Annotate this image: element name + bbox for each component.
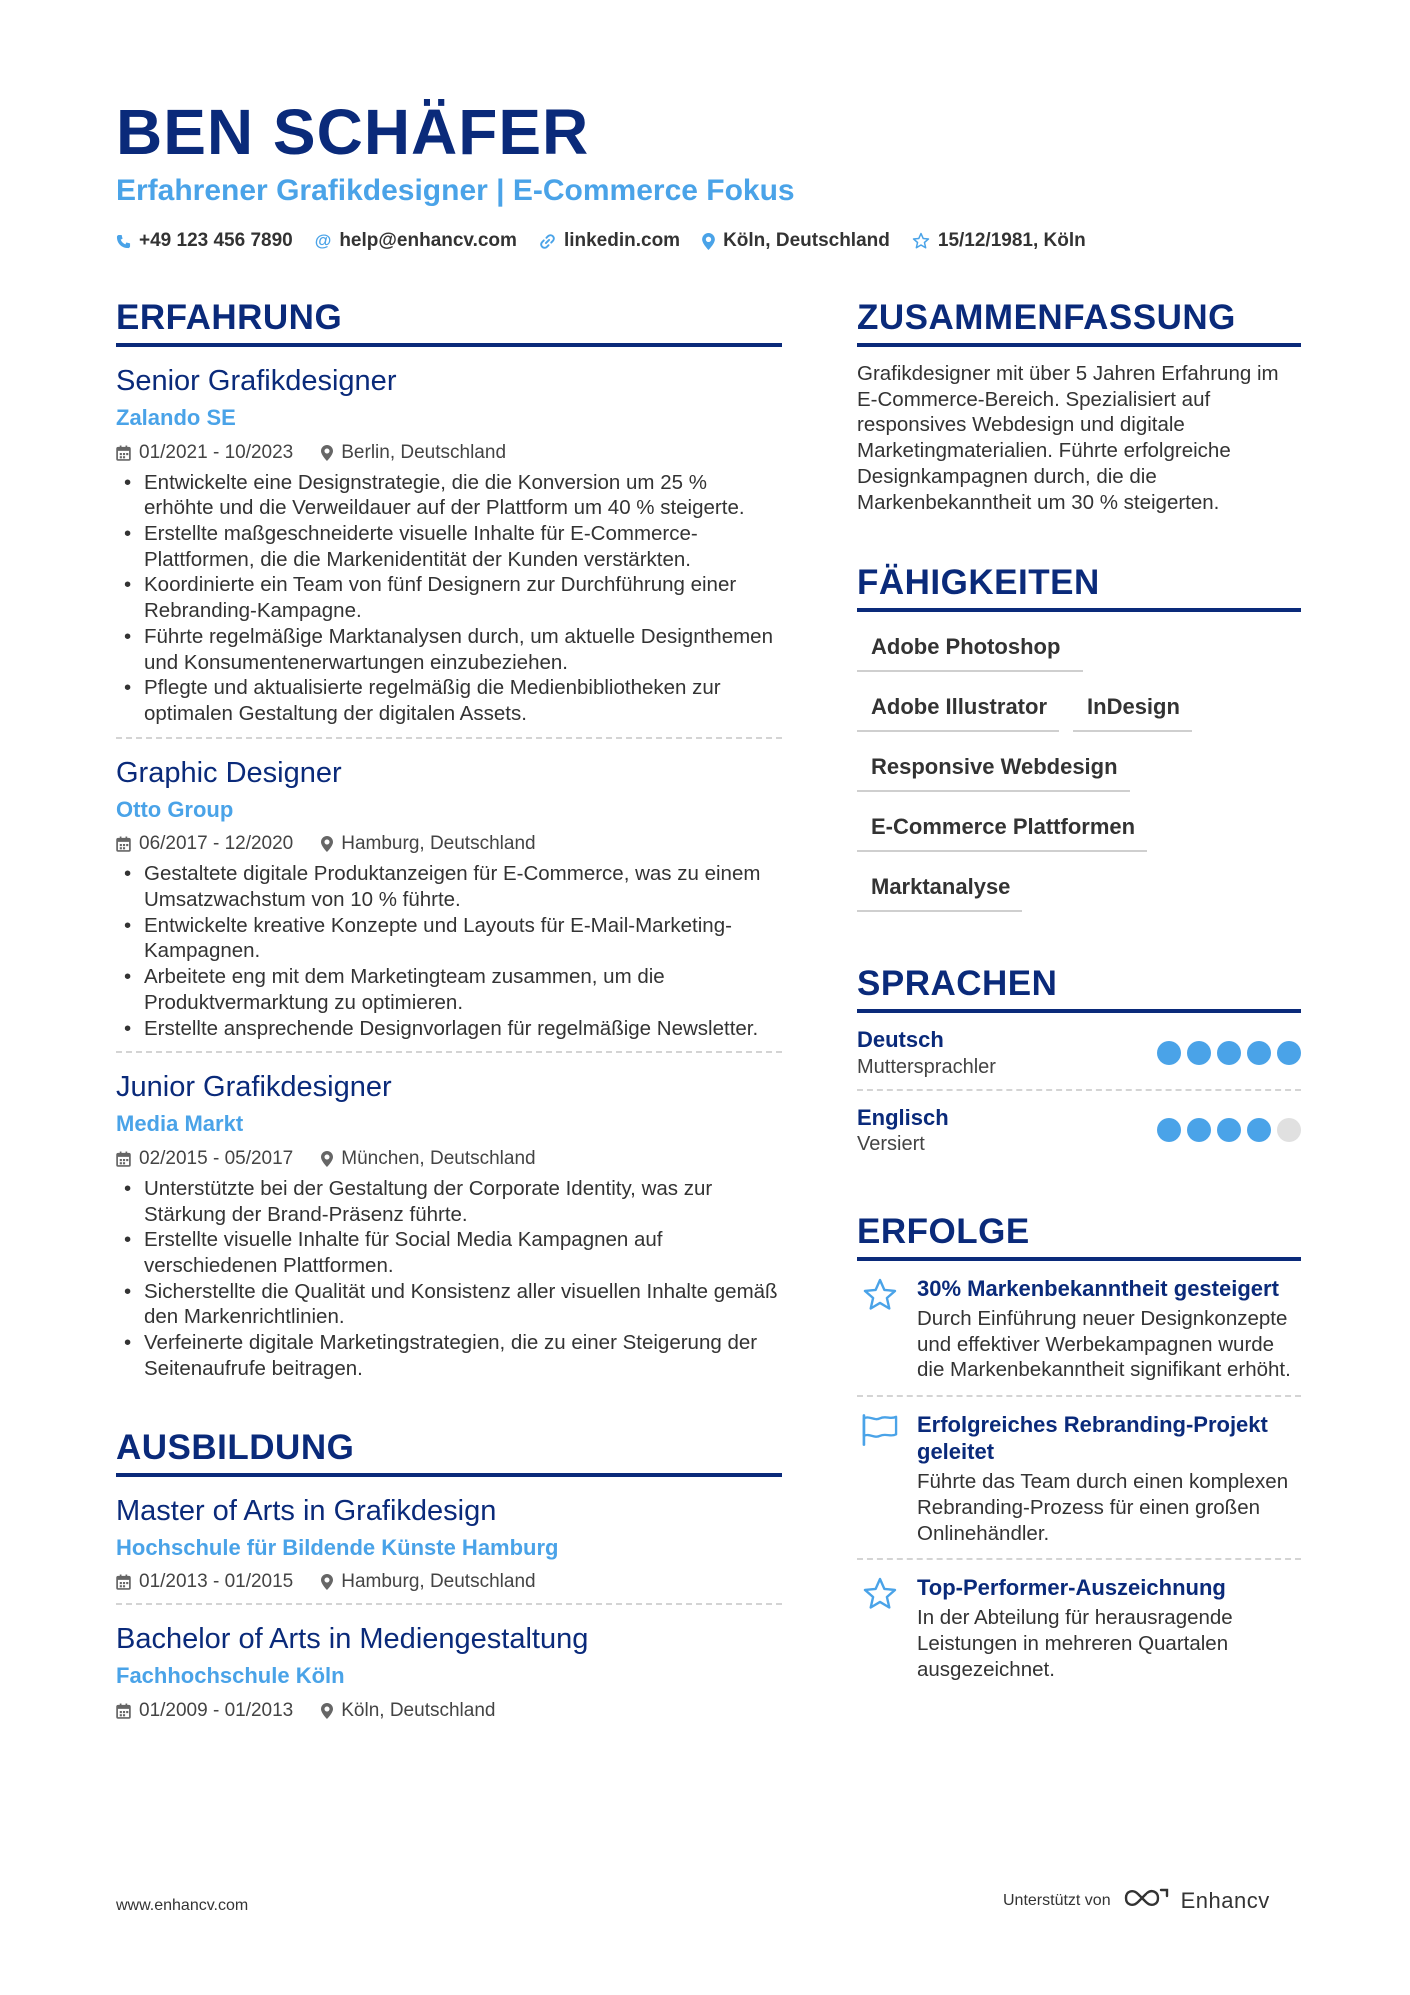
edu-dates-text: 01/2009 - 01/2013 (139, 1699, 294, 1721)
right-column (857, 300, 1301, 1694)
edu-dates (116, 1700, 293, 1722)
left-column (116, 300, 782, 1722)
job-title: Graphic Designer (116, 756, 342, 789)
job-title: Junior Grafikdesigner (116, 1071, 392, 1104)
calendar-icon (116, 1574, 131, 1590)
achievement-desc: In der Abteilung für herausragende Leistungen in mehreren Quartalen ausgezeichnet. (917, 1606, 1233, 1681)
contact-email[interactable] (315, 230, 517, 252)
job-entry (116, 347, 782, 739)
location-icon (321, 445, 333, 461)
rating-dot-filled (1217, 1041, 1241, 1065)
job-dates-text: 02/2015 - 05/2017 (139, 1147, 294, 1169)
job-dates (116, 1148, 293, 1170)
job-entry (116, 739, 782, 1054)
calendar-icon (116, 1703, 131, 1719)
contact-email-text: help@enhancv.com (339, 230, 517, 251)
education-entry (116, 1605, 782, 1722)
edu-dates (116, 1571, 293, 1593)
star-icon (857, 1574, 903, 1682)
language-name: Deutsch (857, 1027, 944, 1053)
calendar-icon (116, 1151, 131, 1167)
achievement-desc: Durch Einführung neuer Designkonzepte und effektiver Werbekampagnen wurde die Markenbekanntheit signifikant erhöht. (917, 1307, 1291, 1382)
language-rating (1157, 1041, 1301, 1065)
edu-dates-text: 01/2013 - 01/2015 (139, 1571, 294, 1593)
job-bullet: • Erstellte ansprechende Designvorlagen für regelmäßige Newsletter. (116, 1016, 782, 1042)
candidate-name: BEN SCHÄFER (116, 96, 590, 168)
job-company: Media Markt (116, 1111, 244, 1137)
enhancv-logo-icon (1123, 1886, 1169, 1915)
education-entry (116, 1477, 782, 1606)
rating-dot-filled (1187, 1041, 1211, 1065)
footer-powered-by: Unterstützt von (1003, 1891, 1111, 1909)
language-level: Muttersprachler (857, 1055, 996, 1078)
experience-section-title: ERFAHRUNG (116, 300, 782, 347)
footer-website[interactable]: www.enhancv.com (116, 1897, 249, 1914)
language-rating (1157, 1118, 1301, 1142)
job-meta (116, 1148, 782, 1170)
job-bullets (116, 861, 782, 1041)
languages-section-title: SPRACHEN (857, 966, 1301, 1013)
location-icon (321, 1574, 333, 1590)
achievements-section-title: ERFOLGE (857, 1214, 1301, 1261)
job-bullet: • Erstellte maßgeschneiderte visuelle Inhalte für E-Commerce-Plattformen, die die Markenidentität der Kunden verstärkten. (116, 521, 782, 572)
summary-section-title: ZUSAMMENFASSUNG (857, 300, 1301, 347)
job-bullet: • Gestaltete digitale Produktanzeigen für E-Commerce, was zu einem Umsatzwachstum von 10 % führte. (116, 861, 782, 912)
rating-dot-filled (1247, 1041, 1271, 1065)
job-bullet: • Arbeitete eng mit dem Marketingteam zusammen, um die Produktvermarktung zu optimieren. (116, 964, 782, 1015)
job-location (321, 833, 535, 855)
job-bullet: • Pflegte und aktualisierte regelmäßig die Medienbibliotheken zur optimalen Gestaltung der digitalen Assets. (116, 675, 782, 726)
job-title: Senior Grafikdesigner (116, 365, 397, 397)
skill-tag: Adobe Photoshop (857, 620, 1083, 672)
job-meta (116, 442, 782, 464)
contact-linkedin[interactable] (539, 230, 680, 252)
link-icon (539, 233, 556, 250)
contact-linkedin-text: linkedin.com (563, 230, 681, 251)
achievement-entry (857, 1560, 1301, 1694)
job-dates-text: 01/2021 - 10/2023 (139, 441, 294, 463)
contact-bar (116, 230, 1086, 252)
rating-dot-filled (1277, 1041, 1301, 1065)
footer-branding (1003, 1886, 1270, 1915)
star-icon (912, 232, 930, 250)
job-location-text: Berlin, Deutschland (341, 441, 507, 463)
job-dates (116, 833, 293, 855)
skill-tag: InDesign (1073, 680, 1192, 732)
candidate-headline: Erfahrener Grafikdesigner | E-Commerce Fokus (116, 174, 795, 207)
edu-location-text: Köln, Deutschland (341, 1699, 496, 1721)
location-icon (321, 836, 333, 852)
contact-location (702, 230, 890, 252)
job-dates-text: 06/2017 - 12/2020 (139, 833, 294, 855)
edu-degree: Master of Arts in Grafikdesign (116, 1494, 497, 1527)
job-bullet: • Entwickelte eine Designstrategie, die die Konversion um 25 % erhöhte und die Verweildauer auf der Plattform um 40 % steigerte. (116, 470, 782, 521)
language-entry (857, 1091, 1301, 1166)
calendar-icon (116, 836, 131, 852)
edu-meta (116, 1700, 782, 1722)
skills-section-title: FÄHIGKEITEN (857, 565, 1301, 612)
footer-brand: Enhancv (1180, 1887, 1270, 1913)
job-meta (116, 833, 782, 855)
edu-location (321, 1700, 495, 1722)
job-location (321, 442, 506, 464)
edu-degree: Bachelor of Arts in Mediengestaltung (116, 1623, 589, 1656)
at-icon: @ (314, 231, 332, 250)
job-bullet: • Führte regelmäßige Marktanalysen durch, um aktuelle Designthemen und Konsumentenerwartungen einzubeziehen. (116, 624, 782, 675)
rating-dot-filled (1247, 1118, 1271, 1142)
edu-location (321, 1571, 535, 1593)
skills-list (857, 620, 1301, 920)
job-location-text: München, Deutschland (341, 1147, 536, 1169)
job-company: Zalando SE (116, 405, 236, 431)
rating-dot-filled (1187, 1118, 1211, 1142)
flag-icon (857, 1411, 903, 1546)
edu-meta (116, 1571, 782, 1593)
achievement-entry (857, 1397, 1301, 1558)
skill-tag: Adobe Illustrator (857, 680, 1059, 732)
job-dates (116, 442, 293, 464)
job-company: Otto Group (116, 796, 234, 822)
contact-birth-text: 15/12/1981, Köln (937, 230, 1086, 251)
job-bullet: • Sicherstellte die Qualität und Konsistenz aller visuellen Inhalte gemäß den Markenrichtlinien. (116, 1279, 782, 1330)
contact-birth (912, 230, 1086, 252)
job-bullet: • Entwickelte kreative Konzepte und Layouts für E-Mail-Marketing-Kampagnen. (116, 913, 782, 964)
job-bullet: • Verfeinerte digitale Marketingstrategien, die zu einer Steigerung der Seitenaufrufe beitragen. (116, 1330, 782, 1381)
edu-school: Hochschule für Bildende Künste Hamburg (116, 1534, 559, 1560)
skill-tag: Responsive Webdesign (857, 740, 1130, 792)
edu-school: Fachhochschule Köln (116, 1663, 345, 1689)
language-entry (857, 1013, 1301, 1088)
education-section-title: AUSBILDUNG (116, 1430, 782, 1477)
achievement-desc: Führte das Team durch einen komplexen Rebranding-Prozess für einen großen Onlinehändler. (917, 1470, 1289, 1545)
rating-dot-empty (1277, 1118, 1301, 1142)
contact-location-text: Köln, Deutschland (723, 230, 890, 251)
achievement-entry (857, 1261, 1301, 1395)
job-bullet: • Unterstützte bei der Gestaltung der Corporate Identity, was zur Stärkung der Brand-Präsenz führte. (116, 1176, 782, 1227)
rating-dot-filled (1217, 1118, 1241, 1142)
summary-text: Grafikdesigner mit über 5 Jahren Erfahrung im E-Commerce-Bereich. Spezialisiert auf responsives Webdesign und digitale Marketingmaterialien. Führte erfolgreiche Designkampagnen durch, die die Markenbekanntheit um 30 % steigerten. (857, 362, 1279, 514)
achievement-title: Top-Performer-Auszeichnung (917, 1575, 1226, 1601)
skill-tag: Marktanalyse (857, 860, 1022, 912)
job-bullet: • Erstellte visuelle Inhalte für Social Media Kampagnen auf verschiedenen Plattformen. (116, 1227, 782, 1278)
job-location-text: Hamburg, Deutschland (341, 833, 536, 855)
rating-dot-filled (1157, 1041, 1181, 1065)
language-level: Versiert (857, 1133, 925, 1155)
contact-phone[interactable] (116, 230, 293, 252)
edu-location-text: Hamburg, Deutschland (341, 1571, 536, 1593)
rating-dot-filled (1157, 1118, 1181, 1142)
job-entry (116, 1053, 782, 1381)
location-icon (321, 1703, 333, 1719)
location-icon (702, 233, 715, 250)
location-icon (321, 1151, 333, 1167)
phone-icon (116, 234, 131, 249)
achievement-title: 30% Markenbekanntheit gesteigert (917, 1276, 1279, 1301)
star-icon (857, 1275, 903, 1383)
language-name: Englisch (857, 1104, 949, 1130)
job-bullets (116, 470, 782, 727)
calendar-icon (116, 445, 131, 461)
contact-phone-text: +49 123 456 7890 (139, 230, 293, 251)
job-location (321, 1148, 535, 1170)
job-bullets (116, 1176, 782, 1382)
skill-tag: E-Commerce Plattformen (857, 800, 1147, 852)
achievement-title: Erfolgreiches Rebranding-Projekt geleitet (917, 1412, 1268, 1465)
job-bullet: • Koordinierte ein Team von fünf Designern zur Durchführung einer Rebranding-Kampagne. (116, 572, 782, 623)
